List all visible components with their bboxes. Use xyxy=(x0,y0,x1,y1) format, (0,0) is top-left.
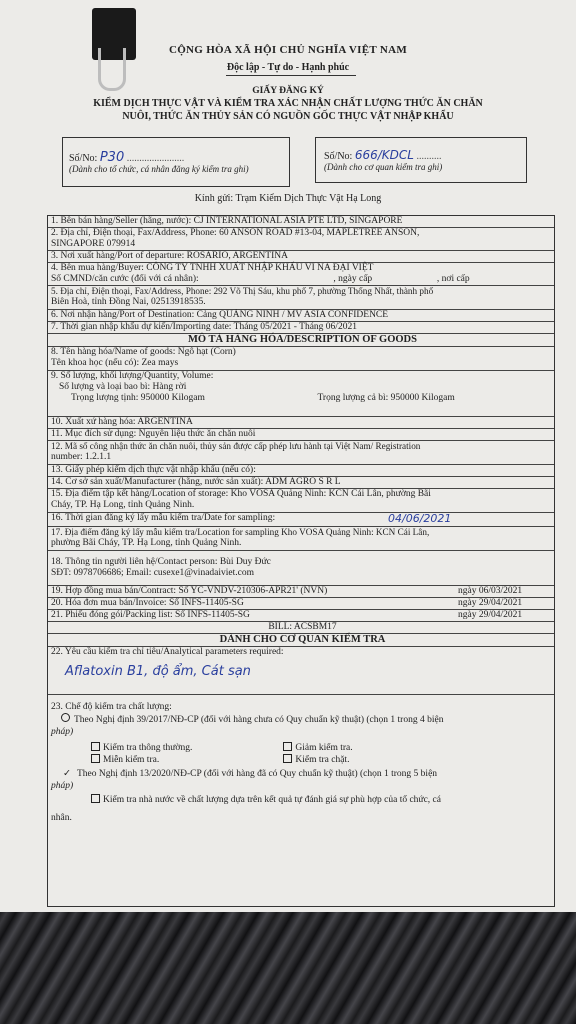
invoice-text: 20. Hóa đơn mua bán/Invoice: Số INFS-11405-SG xyxy=(51,598,244,608)
cb-strict-label: Kiểm tra chặt. xyxy=(295,755,350,765)
row-contact xyxy=(48,551,554,586)
cb-exempt-label: Miễn kiểm tra. xyxy=(103,755,160,765)
buyer-address-line1: 5. Địa chỉ, Điện thoại, Fax/Address, Phone: 292 Võ Thị Sáu, khu phố 7, phường Thống Nhất, thành phố xyxy=(51,286,434,296)
row-contract xyxy=(48,586,554,598)
row-sampling-location xyxy=(48,527,554,551)
decree-13-line1: Theo Nghị định 13/2020/NĐ-CP (đối với hàng đã có Quy chuẩn kỹ thuật) (chọn 1 trong 5 biện xyxy=(76,769,438,779)
section-goods-description xyxy=(48,334,554,347)
row-seller-address xyxy=(48,228,554,251)
right-no-value: 666/KDCL xyxy=(354,148,414,162)
row-storage-location xyxy=(48,489,554,513)
buyer-id-place-label: , nơi cấp xyxy=(436,274,470,284)
left-no-note: (Dành cho tổ chức, cá nhân đăng ký kiểm tra ghi) xyxy=(69,164,249,174)
storage-line1: 15. Địa điểm tập kết hàng/Location of storage: Kho VOSA Quảng Ninh: KCN Cái Lân, phường Bãi xyxy=(51,489,431,499)
quarantine-permit-text: 13. Giấy phép kiểm dịch thực vật nhập khẩu (nếu có): xyxy=(51,465,256,475)
contact-person-text: 18. Thông tin người liên hệ/Contact person: Bùi Duy Đức xyxy=(51,557,271,567)
addressee: Kính gửi: Trạm Kiểm Dịch Thực Vật Hạ Long xyxy=(194,193,382,204)
analytical-params-label: 22. Yêu cầu kiểm tra chỉ tiêu/Analytical parameters required: xyxy=(51,647,284,657)
applicant-number-box: Số/No: P30 ....................... (Dành cho tổ chức, cá nhân đăng ký kiểm tra ghi) xyxy=(62,137,290,187)
radio-decree-39-icon[interactable] xyxy=(61,713,70,722)
manufacturer-text: 14. Cơ sở sản xuất/Manufacturer (hãng, nước sản xuất): ADM AGRO S R L xyxy=(51,477,341,487)
title-line-2: NUÔI, THỨC ĂN THỦY SẢN CÓ NGUỒN GỐC THỰC VẬT NHẬP KHẨU xyxy=(122,111,454,122)
right-no-label: Số/No: xyxy=(324,151,353,162)
registration-form xyxy=(47,215,555,907)
decree-39-line1: Theo Nghị định 39/2017/NĐ-CP (đối với hàng chưa có Quy chuẩn kỹ thuật) (chọn 1 trong 4 biện xyxy=(74,715,444,725)
left-no-value: P30 xyxy=(99,150,125,165)
contact-phone-email: SĐT: 0978706686; Email: cusexe1@vinadaiviet.com xyxy=(51,568,254,578)
bill-text: BILL: ACSBM17 xyxy=(268,622,337,632)
row-packing-list xyxy=(48,610,554,622)
row-buyer xyxy=(48,263,554,286)
goods-name-text: 8. Tên hàng hóa/Name of goods: Ngô hạt (Corn) xyxy=(51,347,236,357)
origin-text: 10. Xuất xứ hàng hóa: ARGENTINA xyxy=(51,417,193,427)
section-authority xyxy=(48,634,554,647)
motto-underline xyxy=(226,75,356,76)
packing-list-date: ngày 29/04/2021 xyxy=(458,610,523,620)
seller-address-line1: 2. Địa chỉ, Điện thoại, Fax/Address, Phone: 60 ANSON ROAD #13-04, MAPLETREE ANSON, xyxy=(51,228,420,238)
contract-date: ngày 06/03/2021 xyxy=(458,586,523,596)
registration-line2: number: 1.2.1.1 xyxy=(51,452,112,462)
import-date-text: 7. Thời gian nhập khẩu dự kiến/Importing date: Tháng 05/2021 - Tháng 06/2021 xyxy=(51,322,357,332)
row-purpose xyxy=(48,429,554,441)
purpose-text: 11. Mục đích sử dụng: Nguyên liệu thức ăn chăn nuôi xyxy=(51,429,256,439)
decree-39-line2: pháp) xyxy=(51,727,74,737)
storage-line2: Cháy, TP. Hạ Long, tỉnh Quảng Ninh. xyxy=(51,500,195,510)
sampling-date-label: 16. Thời gian đăng ký lấy mẫu kiểm tra/Date for sampling: xyxy=(51,513,276,523)
left-no-label: Số/No: xyxy=(69,153,98,164)
quantity-label: 9. Số lượng, khối lượng/Quantity, Volume: xyxy=(51,371,214,381)
checkmark-decree-13-icon[interactable]: ✓ xyxy=(63,769,71,779)
row-sampling-date xyxy=(48,513,554,527)
quality-check-mode-section xyxy=(48,695,554,906)
seller-text: 1. Bên bán hàng/Seller (hãng, nước): CJ INTERNATIONAL ASIA PTE LTD, SINGAPORE xyxy=(51,216,403,226)
row-analytical-params xyxy=(48,647,554,695)
gross-weight-text: Trọng lượng cả bì: 950000 Kilogam xyxy=(317,393,455,403)
sampling-location-line1: 17. Địa điểm đăng ký lấy mẫu kiểm tra/Location for sampling Kho VOSA Quảng Ninh: KCN Cái Lân, xyxy=(51,527,430,537)
checkbox-exempt-icon[interactable] xyxy=(91,754,100,763)
row-import-date xyxy=(48,322,554,334)
destination-text: 6. Nơi nhận hàng/Port of Destination: Cảng QUẢNG NINH / MV ASIA CONFIDENCE xyxy=(51,310,389,320)
contract-text: 19. Hợp đồng mua bán/Contract: Số YC-VNDV-210306-APR21' (NVN) xyxy=(51,586,328,596)
seller-address-line2: SINGAPORE 079914 xyxy=(51,239,136,249)
invoice-date: ngày 29/04/2021 xyxy=(458,598,523,608)
cb-self-assessment-line1: Kiểm tra nhà nước về chất lượng dựa trên kết quả tự đánh giá sự phù hợp của tổ chức, cá xyxy=(103,795,441,805)
quality-mode-label: 23. Chế độ kiểm tra chất lượng: xyxy=(51,702,172,712)
background-fabric xyxy=(0,912,576,1024)
decree-13-line2: pháp) xyxy=(51,781,74,791)
section-goods-title: MÔ TẢ HÀNG HÓA/DESCRIPTION OF GOODS xyxy=(188,334,417,345)
packaging-text: Số lượng và loại bao bì: Hàng rời xyxy=(59,382,187,392)
checkbox-reduced-icon[interactable] xyxy=(283,742,292,751)
row-bill xyxy=(48,622,554,634)
sampling-location-line2: phường Bãi Cháy, TP. Hạ Long, tỉnh Quảng Ninh. xyxy=(51,538,242,548)
row-registration-number xyxy=(48,441,554,465)
cb-normal-label: Kiểm tra thông thường. xyxy=(103,743,193,753)
cb-reduced-label: Giảm kiểm tra. xyxy=(295,743,353,753)
packing-list-text: 21. Phiếu đóng gói/Packing list: Số INFS-11405-SG xyxy=(51,610,250,620)
port-departure-text: 3. Nơi xuất hàng/Port of departure: ROSARIO, ARGENTINA xyxy=(51,251,288,261)
buyer-line1: 4. Bên mua hàng/Buyer: CÔNG TY TNHH XUẤT NHẬP KHẨU VI NA ĐẠI VIỆT xyxy=(51,263,374,273)
motto: Độc lập - Tự do - Hạnh phúc xyxy=(226,62,350,73)
section-authority-title: DÀNH CHO CƠ QUAN KIỂM TRA xyxy=(219,634,386,645)
authority-number-box: Số/No: 666/KDCL .......... (Dành cho cơ quan kiểm tra ghi) xyxy=(315,137,527,183)
analytical-params-value: Aflatoxin B1, độ ẩm, Cát sạn xyxy=(65,664,251,679)
buyer-id-date-label: , ngày cấp xyxy=(333,274,373,284)
right-no-note: (Dành cho cơ quan kiểm tra ghi) xyxy=(324,162,443,172)
row-quarantine-permit xyxy=(48,465,554,477)
cb-self-assessment-line2: nhân. xyxy=(51,813,72,823)
row-goods-name xyxy=(48,347,554,371)
registration-line1: 12. Mã số công nhận thức ăn chăn nuôi, thủy sản được cấp phép lưu hành tại Việt Nam/ Registration xyxy=(51,441,421,451)
row-quantity xyxy=(48,371,554,417)
row-manufacturer xyxy=(48,477,554,489)
buyer-address-line2: Biên Hoà, tỉnh Đồng Nai, 02513918535. xyxy=(51,297,206,307)
row-port-departure xyxy=(48,251,554,263)
doc-title: GIẤY ĐĂNG KÝ xyxy=(252,86,324,96)
row-destination xyxy=(48,310,554,322)
row-origin xyxy=(48,417,554,429)
checkbox-normal-icon[interactable] xyxy=(91,742,100,751)
checkbox-self-assessment-icon[interactable] xyxy=(91,794,100,803)
scientific-name-text: Tên khoa học (nếu có): Zea mays xyxy=(51,358,179,368)
row-invoice xyxy=(48,598,554,610)
row-seller xyxy=(48,216,554,228)
buyer-id-label: Số CMND/căn cước (đối với cá nhân): xyxy=(51,274,199,284)
title-line-1: KIỂM DỊCH THỰC VẬT VÀ KIỂM TRA XÁC NHẬN CHẤT LƯỢNG THỨC ĂN CHĂN xyxy=(93,98,483,109)
country-heading: CỘNG HÒA XÃ HỘI CHỦ NGHĨA VIỆT NAM xyxy=(168,44,408,56)
sampling-date-value: 04/06/2021 xyxy=(388,512,452,525)
net-weight-text: Trọng lượng tịnh: 950000 Kilogam xyxy=(71,393,205,403)
row-buyer-address xyxy=(48,286,554,310)
checkbox-strict-icon[interactable] xyxy=(283,754,292,763)
